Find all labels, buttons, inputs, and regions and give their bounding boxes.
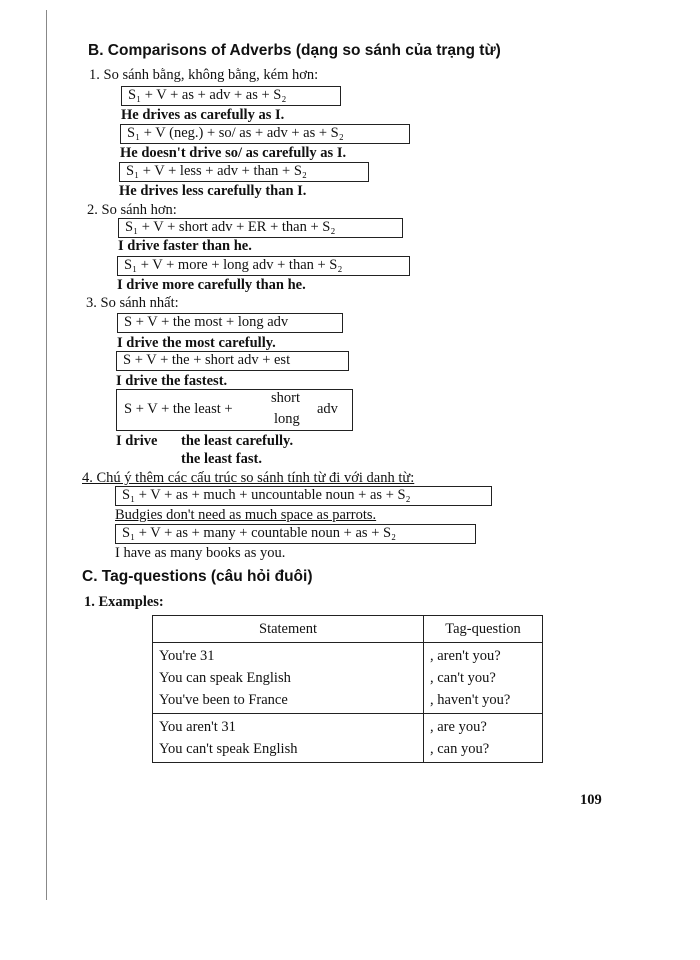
page-number: 109 xyxy=(580,792,602,808)
tag-cell xyxy=(424,714,543,763)
tag-question: , can't you? xyxy=(430,670,496,686)
statement: You're 31 xyxy=(159,648,215,664)
table-row xyxy=(153,714,543,763)
formula-box: S + V + the most + long adv xyxy=(117,313,343,333)
page-edge xyxy=(46,10,47,900)
formula-box: S₁ + V + as + much + uncountable noun + as + S₂ xyxy=(115,486,492,506)
tag-cell xyxy=(424,643,543,714)
example: He drives as carefully as I. xyxy=(121,107,285,123)
example: the least fast. xyxy=(181,451,262,467)
heading-3: 3. So sánh nhất: xyxy=(86,295,179,311)
least-prefix: S + V + the least + xyxy=(124,401,233,417)
example: He drives less carefully than I. xyxy=(119,183,307,199)
tag-question: , aren't you? xyxy=(430,648,501,664)
formula-box: S₁ + V + more + long adv + than + S₂ xyxy=(117,256,410,276)
statement: You've been to France xyxy=(159,692,288,708)
formula-box: S₁ + V + less + adv + than + S₂ xyxy=(119,162,369,182)
tag-question: , can you? xyxy=(430,741,490,757)
tag-question: , haven't you? xyxy=(430,692,511,708)
header-tag-question: Tag-question xyxy=(424,616,543,643)
example: I drive faster than he. xyxy=(118,238,252,254)
heading-1: 1. So sánh bằng, không bằng, kém hơn: xyxy=(89,67,319,83)
heading-4: 4. Chú ý thêm các cấu trúc so sánh tính từ đi với danh từ: xyxy=(82,470,415,486)
header-statement: Statement xyxy=(153,616,424,643)
heading-2: 2. So sánh hơn: xyxy=(87,202,177,218)
example: the least carefully. xyxy=(181,433,294,449)
example-subject: I drive xyxy=(116,433,158,449)
example: I drive the fastest. xyxy=(116,373,228,389)
least-formula-box xyxy=(116,389,353,431)
formula-box: S₁ + V + as + many + countable noun + as + S₂ xyxy=(115,524,476,544)
table-header-row xyxy=(153,616,543,643)
example: I drive the most carefully. xyxy=(117,335,276,351)
formula-box: S₁ + V + as + adv + as + S₂ xyxy=(121,86,341,106)
section-b-title: B. Comparisons of Adverbs (dạng so sánh của trạng từ) xyxy=(88,42,501,59)
example: He doesn't drive so/ as carefully as I. xyxy=(120,145,347,161)
example: Budgies don't need as much space as parrots. xyxy=(115,507,377,523)
statement: You can speak English xyxy=(159,670,291,686)
tag-question: , are you? xyxy=(430,719,487,735)
example: I drive more carefully than he. xyxy=(117,277,306,293)
formula-box: S₁ + V (neg.) + so/ as + adv + as + S₂ xyxy=(120,124,410,144)
statement-cell xyxy=(153,714,424,763)
least-suffix: adv xyxy=(317,401,338,417)
formula-box: S + V + the + short adv + est xyxy=(116,351,349,371)
examples-heading: 1. Examples: xyxy=(84,594,164,610)
statement: You can't speak English xyxy=(159,741,298,757)
least-option-short: short xyxy=(271,390,300,406)
least-option-long: long xyxy=(274,411,300,427)
statement: You aren't 31 xyxy=(159,719,236,735)
tag-question-table xyxy=(152,615,543,763)
table-row xyxy=(153,643,543,714)
section-c-title: C. Tag-questions (câu hỏi đuôi) xyxy=(82,568,313,585)
example: I have as many books as you. xyxy=(115,545,286,561)
statement-cell xyxy=(153,643,424,714)
formula-box: S₁ + V + short adv + ER + than + S₂ xyxy=(118,218,403,238)
